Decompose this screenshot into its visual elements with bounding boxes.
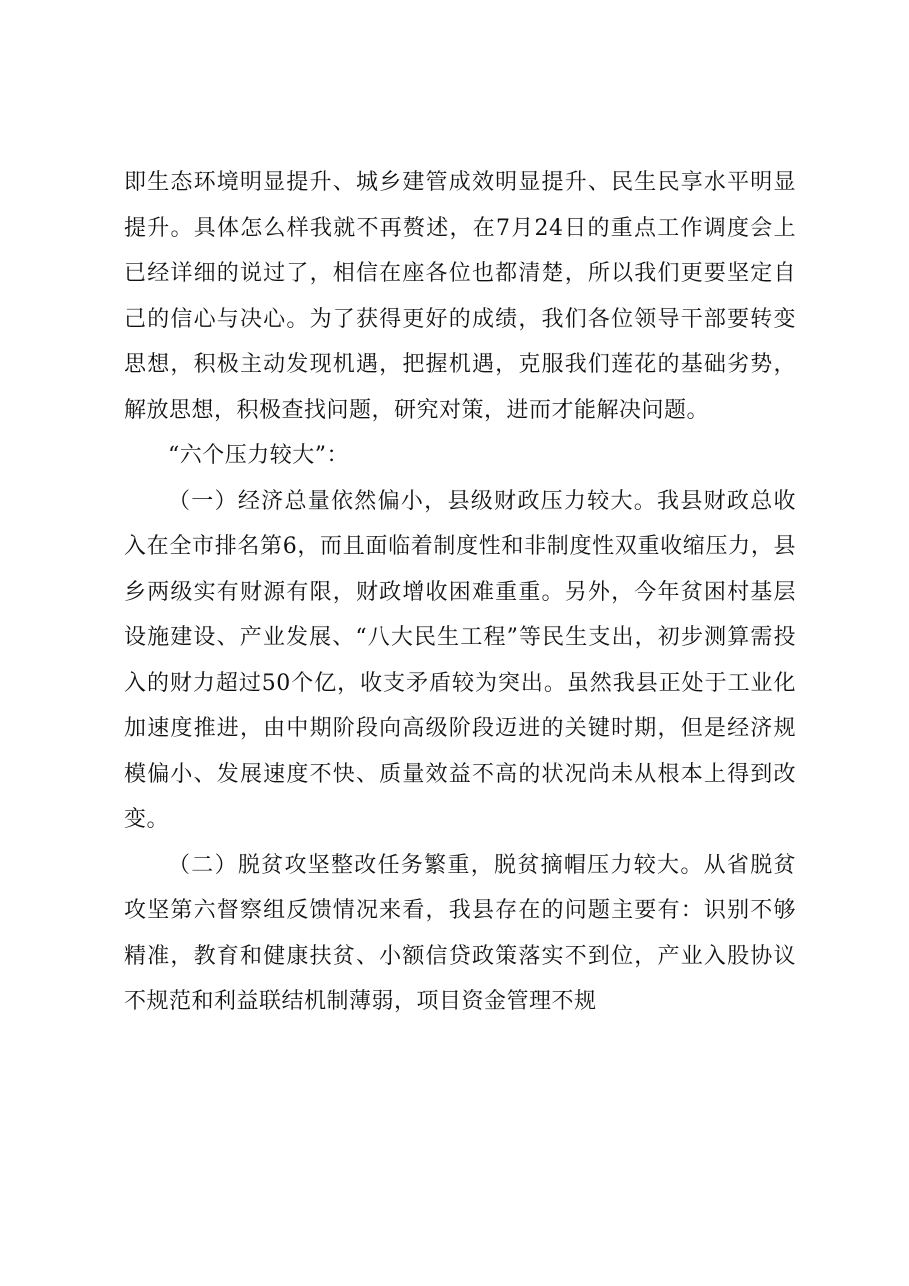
paragraph-section-one: （一）经济总量依然偏小，县级财政压力较大。我县财政总收入在全市排名第6，而且面临着制度性和非制度性双重收缩压力，县乡两级实有财源有限，财政增收困难重重。另外，今年贫困村基层设施建设、产业发展、“八大民生工程”等民生支出，初步测算需投入的财力超过50个亿，收支矛盾较为突出。虽然我县正处于工业化加速度推进，由中期阶段向高级阶段迈进的关键时期，但是经济规模偏小、发展速度不快、质量效益不高的状况尚未从根本上得到改变。 (124, 488, 796, 832)
paragraph-section-two: （二）脱贫攻坚整改任务繁重，脱贫摘帽压力较大。从省脱贫攻坚第六督察组反馈情况来看，我县存在的问题主要有：识别不够精准，教育和健康扶贫、小额信贷政策落实不到位，产业入股协议不规范和利益联结机制薄弱，项目资金管理不规 (124, 852, 796, 1014)
paragraph-heading-six-pressures: “六个压力较大”： (168, 443, 349, 468)
document-page (124, 160, 796, 1025)
paragraph-intro: 即生态环境明显提升、城乡建管成效明显提升、民生民享水平明显提升。具体怎么样我就不再赘述，在7月24日的重点工作调度会上已经详细的说过了，相信在座各位也都清楚，所以我们更要坚定自己的信心与决心。为了获得更好的成绩，我们各位领导干部要转变思想，积极主动发现机遇，把握机遇，克服我们莲花的基础劣势，解放思想，积极查找问题，研究对策，进而才能解决问题。 (124, 170, 796, 423)
